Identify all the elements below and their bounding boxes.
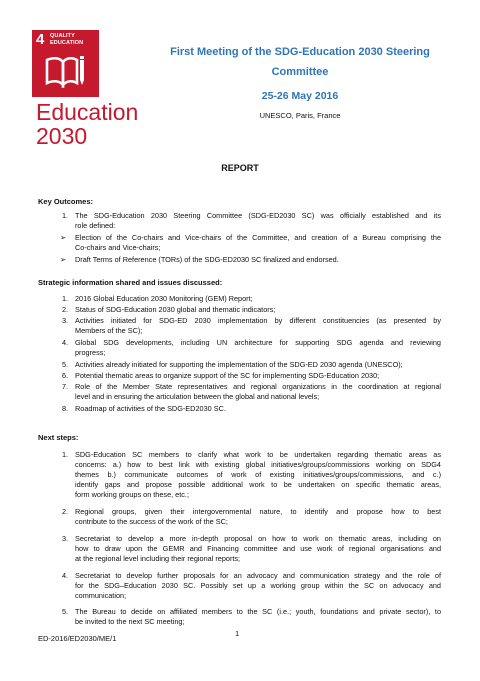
strategic-item: Role of the Member State representatives and regional organizations in the coordination at regional (75, 382, 441, 391)
list-number: 6. (62, 371, 69, 380)
logo-year: 2030 (36, 123, 88, 149)
key-outcome-number: 1. (62, 211, 69, 220)
next-step-item-cont: contribute to the success of the work of the SC; (75, 517, 228, 526)
next-step-item-cont: themes b.) communicate outcomes of work of existing initiatives/groups/commissions, and c.) (75, 470, 441, 479)
key-outcomes-heading: Key Outcomes: (38, 197, 94, 206)
list-number: 3. (62, 534, 69, 543)
next-step-item-cont: communication; (75, 591, 127, 600)
strategic-item: Global SDG developments, including UN architecture for supporting SDG agenda and reviewing (75, 338, 441, 347)
next-step-item: Secretariat to develop a more in-depth proposal on how to work on thematic areas, including on (75, 534, 441, 543)
next-step-item-cont: for the SDG–Education 2030 SC. Possibly set up a working group within the SC on advocacy and (75, 581, 441, 590)
next-step-item-cont: concerns: a.) how to best link with existing global initiatives/groups/commissions working on SDG4 (75, 460, 441, 469)
next-step-item-cont: identify gaps and propose possible additional work to be undertaken on specific thematic areas, (75, 480, 441, 489)
list-number: 1. (62, 450, 69, 459)
key-outcome-bullet-cont: Co-chairs and Vice-chairs; (75, 243, 161, 252)
logo-word-education: Education (36, 99, 139, 125)
meeting-place: UNESCO, Paris, France (259, 111, 341, 120)
bullet-arrow-icon: ➢ (60, 233, 67, 242)
strategic-item: Potential thematic areas to organize support of the SC for implementing SDG-Education 2030; (75, 371, 380, 380)
next-step-item: Secretariat to develop further proposals for an advocacy and communication strategy and the role of (75, 571, 441, 580)
key-outcome-bullet: Election of the Co-chairs and Vice-chairs of the Committee, and creation of a Bureau comprising the (75, 233, 441, 242)
strategic-item-cont: progress; (75, 348, 106, 357)
strategic-heading: Strategic information shared and issues discussed: (38, 278, 223, 287)
next-steps-heading: Next steps: (38, 433, 79, 442)
next-step-item-cont: form working groups on these, etc.; (75, 490, 189, 499)
strategic-item: Roadmap of activities of the SDG-ED2030 SC. (75, 404, 226, 413)
meeting-title-line2: Committee (271, 66, 329, 78)
next-step-item: SDG-Education SC members to clarify what work to be undertaken regarding thematic areas as (75, 450, 441, 459)
meeting-title-line1: First Meeting of the SDG-Education 2030 Steering (170, 46, 430, 58)
strategic-item: Activities already initiated for supporting the implementation of the SDG-ED 2030 agenda (UNESCO); (75, 360, 403, 369)
key-outcome-bullet: Draft Terms of Reference (TORs) of the SDG-ED2030 SC finalized and endorsed. (75, 255, 339, 264)
goal-name-line1: QUALITY (50, 33, 75, 39)
list-number: 2. (62, 305, 69, 314)
meeting-title (150, 42, 450, 82)
meeting-date: 25-26 May 2016 (261, 90, 339, 102)
list-number: 2. (62, 507, 69, 516)
book-pencil-icon (45, 54, 87, 88)
list-number: 1. (62, 294, 69, 303)
key-outcome-text: The SDG-Education 2030 Steering Committee (SDG-ED2030 SC) was officially established and its (75, 211, 441, 220)
list-number: 8. (62, 404, 69, 413)
strategic-item-cont: Members of the SC); (75, 326, 143, 335)
next-step-item: Regional groups, given their intergovernmental nature, to identify and propose how to best (75, 507, 441, 516)
list-number: 4. (62, 571, 69, 580)
next-step-item-cont: be invited to the next SC meeting; (75, 617, 185, 626)
bullet-arrow-icon: ➢ (60, 255, 67, 264)
next-step-item: The Bureau to decide on affiliated members to the SC (i.e.; youth, foundations and private sector), to (75, 607, 441, 616)
goal-number: 4 (36, 31, 45, 48)
report-heading: REPORT (221, 163, 259, 173)
strategic-item-cont: level and in ensuring the articulation between the global and national levels; (75, 392, 320, 401)
document-id: ED-2016/ED2030/ME/1 (38, 634, 117, 643)
next-step-item-cont: how to draw upon the GEMR and Financing committee and use work of regional organisations and (75, 544, 441, 553)
list-number: 3. (62, 316, 69, 325)
list-number: 5. (62, 607, 69, 616)
goal-name-line2: EDUCATION (50, 39, 84, 46)
list-number: 7. (62, 382, 69, 391)
next-step-item-cont: at the regional level including their regional reports; (75, 554, 241, 563)
strategic-item: 2016 Global Education 2030 Monitoring (GEM) Report; (75, 294, 253, 303)
strategic-item: Status of SDG-Education 2030 global and thematic indicators; (75, 305, 276, 314)
page-number: 1 (235, 629, 240, 638)
goal-name (50, 33, 83, 46)
list-number: 5. (62, 360, 69, 369)
sdg4-logo (32, 30, 99, 97)
list-number: 4. (62, 338, 69, 347)
key-outcome-text-cont: role defined: (75, 221, 116, 230)
strategic-item: Activities initiated for SDG-ED 2030 implementation by different constituencies (as presented by (75, 316, 441, 325)
